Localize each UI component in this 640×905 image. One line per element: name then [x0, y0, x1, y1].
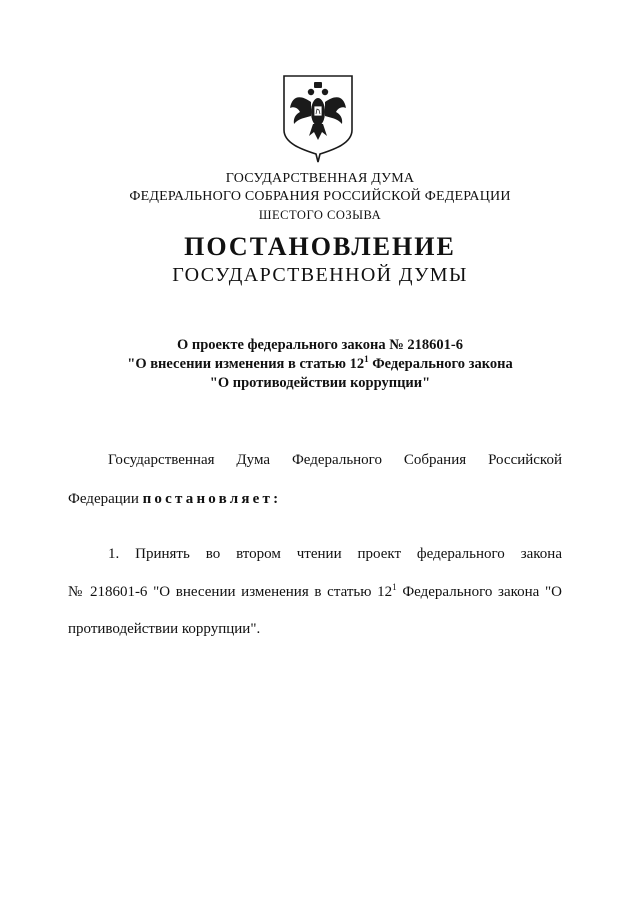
coat-of-arms-icon [280, 72, 356, 164]
paragraph-1-line-1: Государственная Дума Федерального Собрания Российской [108, 452, 562, 468]
paragraph-1-text: Федерации [68, 491, 143, 507]
subject-line-3: "О противодействии коррупции" [209, 375, 431, 391]
paragraph-2-superscript: 1 [392, 582, 397, 592]
subject-line-1: О проекте федерального закона № 218601-6 [176, 337, 464, 353]
document-title: ПОСТАНОВЛЕНИЕ [184, 232, 456, 261]
header-line-3: ШЕСТОГО СОЗЫВА [258, 208, 382, 222]
resolution-verb: постановляет: [142, 491, 282, 507]
header-line-2: ФЕДЕРАЛЬНОГО СОБРАНИЯ РОССИЙСКОЙ ФЕДЕРАЦИИ [129, 189, 511, 204]
paragraph-1-line-2 [68, 489, 562, 509]
paragraph-2-line-3: противодействии коррупции". [68, 621, 261, 637]
subject-superscript: 1 [364, 354, 369, 364]
subject-line-2-text: "О внесении изменения в статью 12 [127, 356, 365, 372]
subject-line-2 [0, 355, 640, 374]
subject-line-2-rest: Федерального закона [368, 356, 513, 372]
paragraph-2-text: № 218601-6 "О внесении изменения в статью 12 [68, 584, 393, 600]
document-subtitle: ГОСУДАРСТВЕННОЙ ДУМЫ [172, 264, 468, 286]
paragraph-2-line-1: 1. Принять во втором чтении проект федерального закона [108, 546, 562, 562]
paragraph-2-rest: Федерального закона "О [396, 584, 562, 600]
header-line-1: ГОСУДАРСТВЕННАЯ ДУМА [225, 171, 415, 186]
paragraph-2-line-2 [68, 582, 562, 602]
